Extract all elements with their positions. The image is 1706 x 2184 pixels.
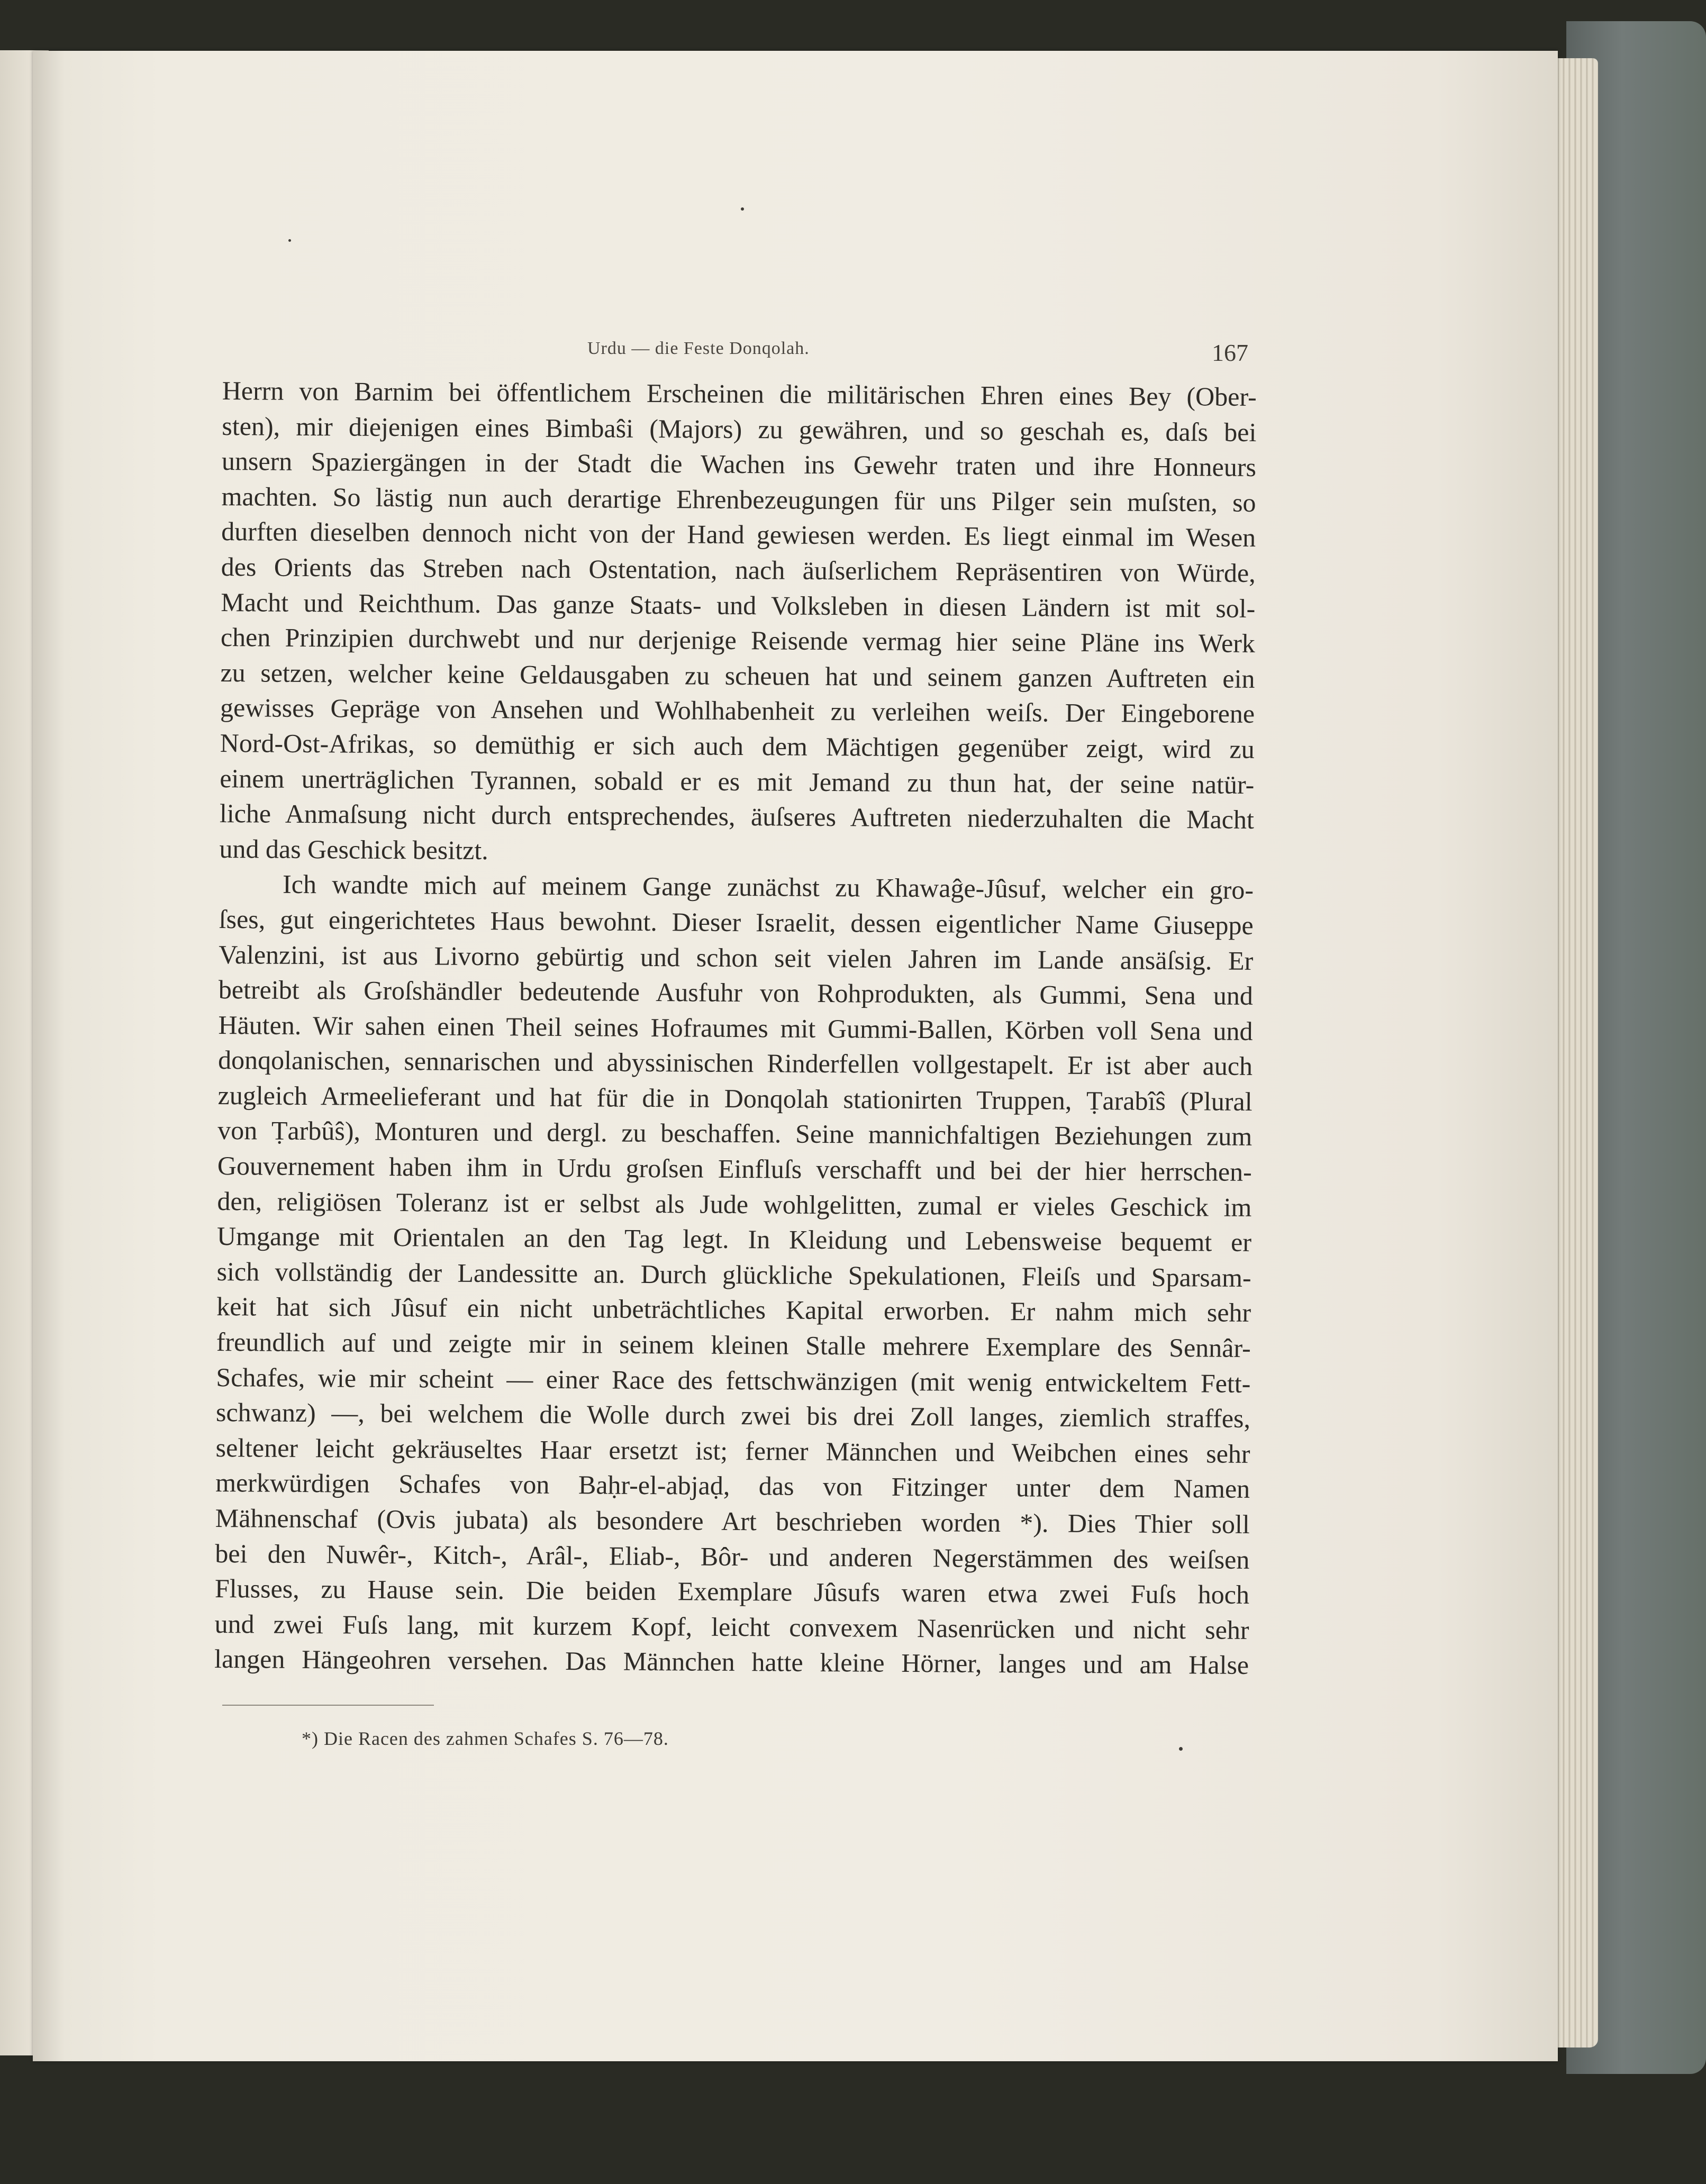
text-line: liche Anmaſsung nicht durch entsprechendes, äuſseres Auftreten niederzuhalten die Macht bbox=[219, 798, 1255, 835]
dust-speck bbox=[741, 207, 744, 211]
text-line: Schafes, wie mir scheint — einer Race des fettschwänzigen (mit wenig entwickeltem Fett- bbox=[216, 1362, 1251, 1398]
text-line: Macht und Reichthum. Das ganze Staats- und Volksleben in diesen Ländern ist mit sol- bbox=[221, 587, 1256, 623]
text-line: Flusses, zu Hause sein. Die beiden Exemplare Jûsufs waren etwa zwei Fuſs hoch bbox=[214, 1573, 1250, 1610]
text-line: Ich wandte mich auf meinem Gange zunächst zu Khawaĝe-Jûsuf, welcher ein gro- bbox=[282, 869, 1254, 905]
text-line: Gouvernement haben ihm in Urdu groſsen Einfluſs verschafft und bei der hier herrschen- bbox=[217, 1151, 1252, 1187]
paragraph-2 bbox=[214, 866, 1254, 1683]
text-line: gewisses Gepräge von Ansehen und Wohlhabenheit zu verleihen weiſs. Der Eingeborene bbox=[220, 693, 1255, 729]
text-line: den, religiösen Toleranz ist er selbst als Jude wohlgelitten, zumal er vieles Geschick im bbox=[217, 1186, 1252, 1222]
text-line: von Ṭarbûŝ), Monturen und dergl. zu beschaffen. Seine mannichfaltigen Beziehungen zum bbox=[217, 1115, 1253, 1152]
text-line: langen Hängeohren versehen. Das Männchen hatte kleine Hörner, langes und am Halse bbox=[214, 1644, 1249, 1680]
text-line: chen Prinzipien durchwebt und nur derjenige Reisende vermag hier seine Pläne ins Werk bbox=[220, 622, 1256, 659]
dust-speck bbox=[1179, 1747, 1183, 1751]
paragraph-1 bbox=[219, 373, 1257, 872]
text-line: Häuten. Wir sahen einen Theil seines Hofraumes mit Gummi-Ballen, Körben voll Sena und bbox=[218, 1009, 1253, 1046]
footnote-rule bbox=[222, 1705, 434, 1706]
text-line: sten), mir diejenigen eines Bimbaŝi (Majors) zu gewähren, und so geschah es, daſs bei bbox=[222, 411, 1257, 447]
text-line: schwanz) —, bei welchem die Wolle durch zwei bis drei Zoll langes, ziemlich straffes, bbox=[215, 1397, 1251, 1434]
text-line: Nord-Ost-Afrikas, so demüthig er sich auch dem Mächtigen gegenüber zeigt, wird zu bbox=[220, 727, 1255, 764]
dust-speck bbox=[288, 239, 291, 242]
text-line: Herrn von Barnim bei öffentlichem Erscheinen die militärischen Ehren eines Bey (Ober- bbox=[222, 375, 1257, 412]
text-line: betreibt als Groſshändler bedeutende Ausfuhr von Rohprodukten, als Gummi, Sena und bbox=[218, 975, 1254, 1011]
text-line: und das Geschick besitzt. bbox=[219, 833, 488, 865]
text-line: ſses, gut eingerichtetes Haus bewohnt. Dieser Israelit, dessen eigentlicher Name Giuseppe bbox=[219, 904, 1254, 940]
text-line: keit hat sich Jûsuf ein nicht unbeträchtliches Kapital erworben. Er nahm mich sehr bbox=[216, 1291, 1251, 1328]
text-line: freundlich auf und zeigte mir in seinem kleinen Stalle mehrere Exemplare des Sennâr- bbox=[216, 1326, 1251, 1363]
text-line: seltener leicht gekräuseltes Haar ersetzt ist; ferner Männchen und Weibchen eines sehr bbox=[215, 1432, 1250, 1469]
footnote: *) Die Racen des zahmen Schafes S. 76—78. bbox=[302, 1728, 669, 1749]
text-line: Umgange mit Orientalen an den Tag legt. In Kleidung und Lebensweise bequemt er bbox=[216, 1221, 1252, 1258]
running-head: Urdu — die Feste Donqolah. bbox=[587, 339, 810, 358]
text-line: zugleich Armeelieferant und hat für die in Donqolah stationirten Truppen, Ṭarabîŝ (Plural bbox=[217, 1080, 1253, 1116]
text-line: Valenzini, ist aus Livorno gebürtig und schon seit vielen Jahren im Lande ansäſsig. Er bbox=[219, 939, 1254, 976]
text-line: machten. So lästig nun auch derartige Ehrenbezeugungen für uns Pilger sein muſsten, so bbox=[221, 481, 1256, 517]
text-line: bei den Nuwêr-, Kitch-, Arâl-, Eliab-, Bôr- und anderen Negerstämmen des weiſsen bbox=[215, 1538, 1250, 1575]
text-line: merkwürdigen Schafes von Baḥr-el-abjaḍ, das von Fitzinger unter dem Namen bbox=[215, 1468, 1250, 1504]
page-number: 167 bbox=[1212, 339, 1248, 366]
body-text bbox=[214, 373, 1257, 1683]
text-line: Mähnenschaf (Ovis jubata) als besondere Art beschrieben worden *). Dies Thier soll bbox=[215, 1503, 1250, 1539]
text-line: und zwei Fuſs lang, mit kurzem Kopf, leicht convexem Nasenrücken und nicht sehr bbox=[214, 1608, 1249, 1645]
text-line: durften dieselben dennoch nicht von der Hand gewiesen werden. Es liegt einmal im Wesen bbox=[221, 516, 1256, 553]
text-line: sich vollständig der Landessitte an. Durch glückliche Spekulationen, Fleiſs und Sparsam- bbox=[216, 1256, 1251, 1293]
text-line: unsern Spaziergängen in der Stadt die Wachen ins Gewehr traten und ihre Honneurs bbox=[221, 446, 1257, 483]
text-line: donqolanischen, sennarischen und abyssinischen Rinderfellen vollgestapelt. Er ist aber auch bbox=[217, 1045, 1253, 1081]
text-line: einem unerträglichen Tyrannen, sobald er es mit Jemand zu thun hat, der seine natür- bbox=[220, 763, 1255, 799]
text-line: des Orients das Streben nach Ostentation, nach äuſserlichem Repräsentiren von Würde, bbox=[221, 551, 1256, 588]
text-line: zu setzen, welcher keine Geldausgaben zu scheuen hat und seinem ganzen Auftreten ein bbox=[220, 657, 1255, 694]
